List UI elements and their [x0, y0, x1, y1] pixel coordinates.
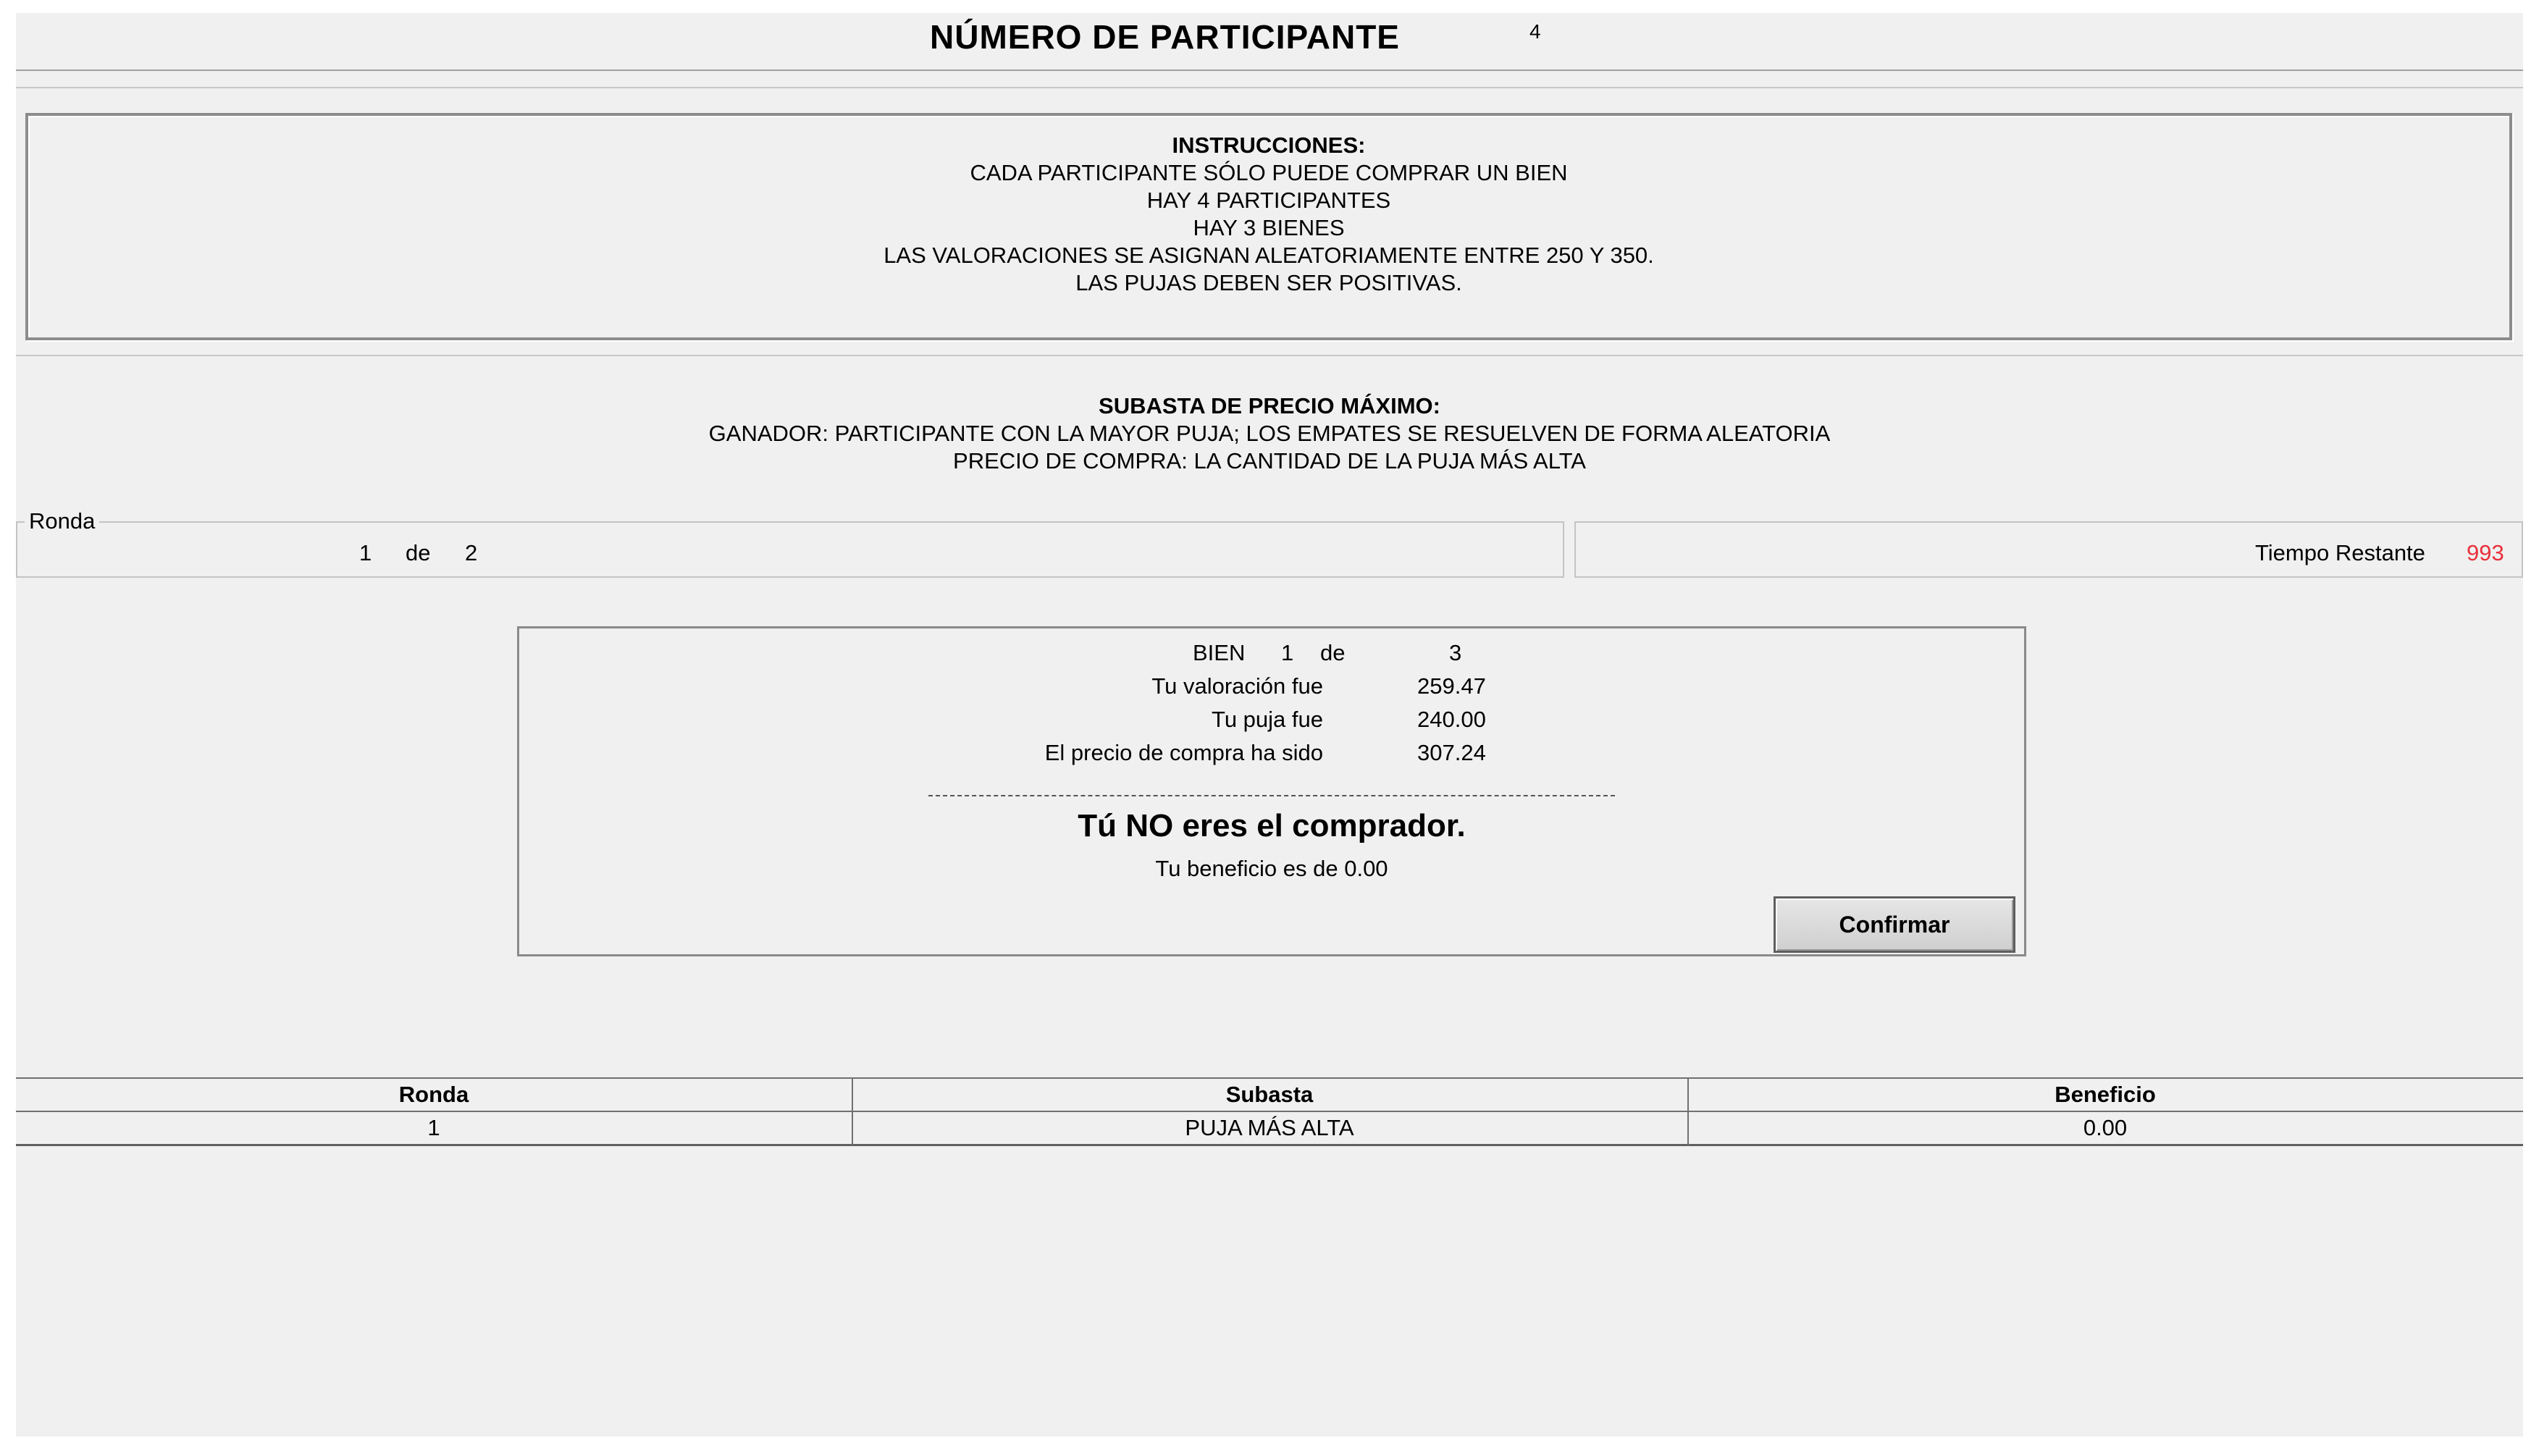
price-value: 307.24 — [1417, 740, 1486, 765]
round-panel — [16, 521, 1564, 578]
divider — [16, 1144, 2523, 1146]
column-header-ronda[interactable]: Ronda — [398, 1082, 469, 1107]
column-header-beneficio[interactable]: Beneficio — [2055, 1082, 2156, 1107]
instruction-line: CADA PARTICIPANTE SÓLO PUEDE COMPRAR UN BIEN — [970, 160, 1568, 185]
item-current: 1 — [1281, 640, 1294, 665]
instruction-line: HAY 4 PARTICIPANTES — [1146, 188, 1391, 213]
price-label: El precio de compra ha sido — [1044, 740, 1323, 765]
round-of-label: de — [406, 540, 431, 565]
instruction-line: LAS VALORACIONES SE ASIGNAN ALEATORIAMENTE ENTRE 250 Y 350. — [884, 243, 1654, 268]
page-title: NÚMERO DE PARTICIPANTE — [930, 18, 1400, 56]
instruction-line: LAS PUJAS DEBEN SER POSITIVAS. — [1075, 270, 1462, 295]
cell-beneficio: 0.00 — [2083, 1115, 2128, 1140]
auction-heading: SUBASTA DE PRECIO MÁXIMO: — [1099, 393, 1440, 418]
item-label: BIEN — [1193, 640, 1246, 665]
auction-rule-line: PRECIO DE COMPRA: LA CANTIDAD DE LA PUJA MÁS ALTA — [953, 448, 1586, 474]
column-divider — [852, 1077, 853, 1145]
auction-description — [16, 392, 2523, 475]
timer-label: Tiempo Restante — [2255, 540, 2425, 565]
bid-label: Tu puja fue — [1212, 707, 1323, 732]
divider — [16, 70, 2523, 71]
divider — [16, 355, 2523, 356]
instructions-panel — [25, 113, 2512, 340]
bid-value: 240.00 — [1417, 707, 1486, 732]
timer-value: 993 — [2467, 540, 2504, 565]
separator-line — [928, 795, 1615, 796]
valuation-label: Tu valoración fue — [1151, 673, 1323, 699]
item-total: 3 — [1449, 640, 1462, 665]
instructions-heading: INSTRUCCIONES: — [1172, 132, 1366, 158]
table-header-row — [16, 1079, 2523, 1111]
column-divider — [1687, 1077, 1689, 1145]
profit-text: Tu beneficio es de 0.00 — [1155, 856, 1388, 881]
confirm-button[interactable]: Confirmar — [1774, 896, 2015, 953]
auction-rule-line: GANADOR: PARTICIPANTE CON LA MAYOR PUJA; LOS EMPATES SE RESUELVEN DE FORMA ALEATORIA — [708, 421, 1831, 446]
table-row[interactable] — [16, 1112, 2523, 1144]
cell-ronda: 1 — [427, 1115, 440, 1140]
result-panel — [517, 626, 2026, 956]
valuation-value: 259.47 — [1417, 673, 1486, 699]
divider — [16, 87, 2523, 88]
round-total: 2 — [465, 540, 478, 565]
outcome-message: Tú NO eres el comprador. — [1078, 808, 1466, 843]
participant-number: 4 — [1529, 20, 1541, 43]
item-of-label: de — [1320, 640, 1346, 665]
experiment-window — [16, 13, 2523, 1436]
round-current: 1 — [359, 540, 372, 565]
instruction-line: HAY 3 BIENES — [1193, 215, 1345, 240]
column-header-subasta[interactable]: Subasta — [1225, 1082, 1314, 1107]
cell-subasta: PUJA MÁS ALTA — [1185, 1115, 1354, 1140]
round-legend: Ronda — [25, 508, 99, 534]
